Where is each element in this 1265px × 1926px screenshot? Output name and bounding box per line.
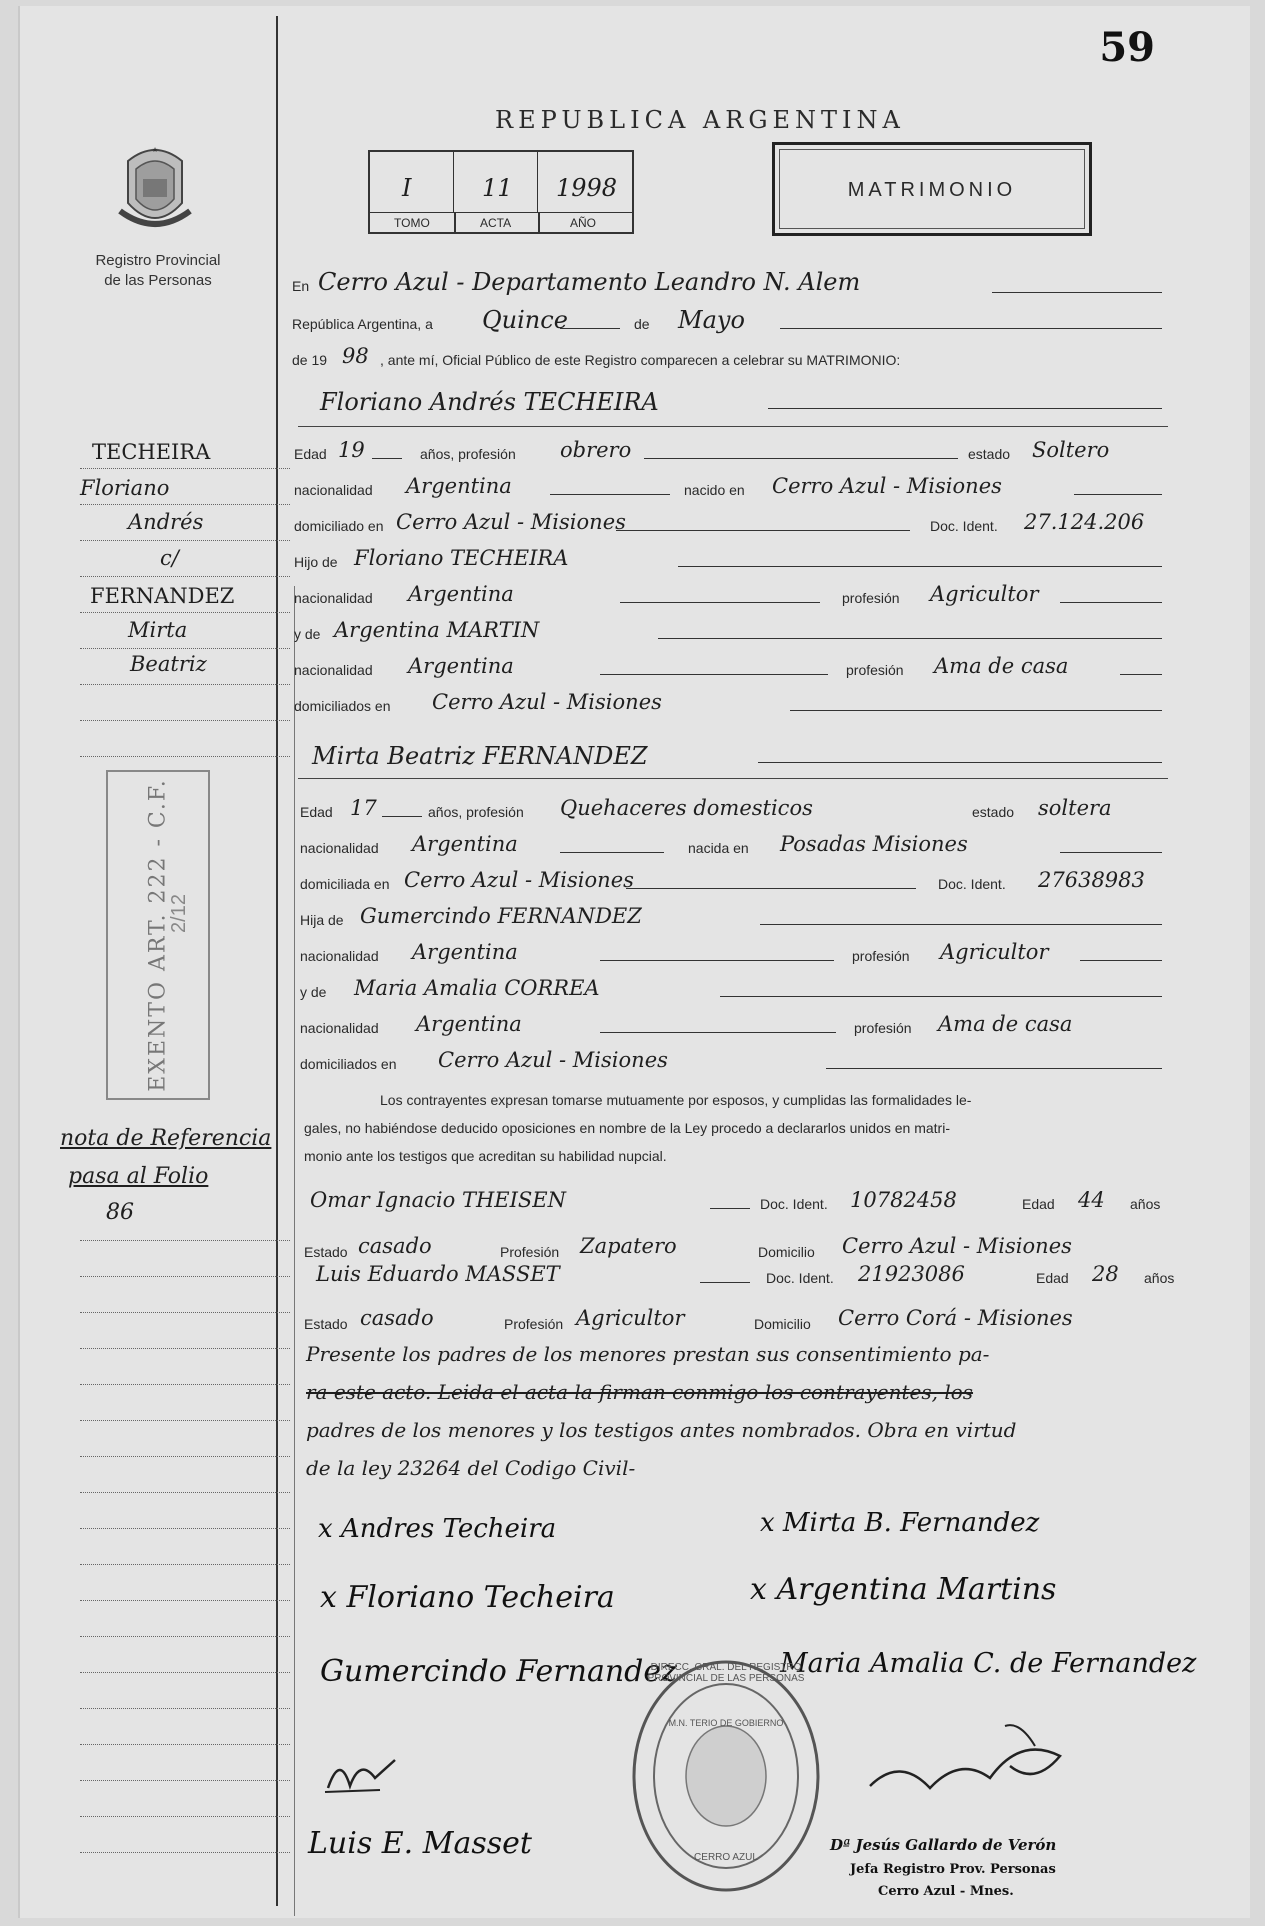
bride-birthplace: Posadas Misiones (780, 832, 968, 856)
margin-name-1: TECHEIRA (92, 440, 211, 464)
seal-place: CERRO AZUL (694, 1852, 758, 1863)
republica-label: República Argentina, a (292, 316, 433, 332)
country-title: REPUBLICA ARGENTINA (495, 106, 905, 134)
bride-domiciliada-label: domiciliada en (300, 876, 390, 892)
witness-2-estado: casado (360, 1306, 434, 1330)
exento-stamp-text: EXENTO ART. 222 - C.F. (145, 778, 171, 1092)
place-value: Cerro Azul - Departamento Leandro N. Alem (318, 268, 861, 296)
intro-text: , ante mí, Oficial Público de este Registro comparecen a celebrar su MATRIMONIO: (380, 352, 901, 368)
groom-mother: Argentina MARTIN (334, 618, 540, 642)
registry-label: Registro Provincial de las Personas (95, 252, 221, 289)
witness-2-profesion-label: Profesión (504, 1316, 564, 1332)
bride-estado: soltera (1038, 796, 1112, 820)
witness-2-doc: 21923086 (858, 1262, 965, 1286)
bride-domiciliados-label: domiciliados en (300, 1056, 397, 1072)
initials-mark (320, 1748, 400, 1798)
bride-father: Gumercindo FERNANDEZ (360, 904, 642, 928)
witness-1-estado-label: Estado (304, 1244, 348, 1260)
bride-nacida-label: nacida en (688, 840, 749, 856)
ano-label: AÑO (570, 216, 597, 230)
tomo-value: I (402, 174, 412, 202)
record-id-box (368, 150, 634, 234)
groom-domicile: Cerro Azul - Misiones (396, 510, 626, 534)
witness-1-name: Omar Ignacio THEISEN (310, 1188, 566, 1212)
witness-2-age: 28 (1092, 1262, 1119, 1286)
witness-2-estado-label: Estado (304, 1316, 348, 1332)
groom-mother-nat: Argentina (408, 654, 514, 678)
margin-name-6: Mirta (128, 618, 188, 642)
signature-bride: x Mirta B. Fernandez (760, 1508, 1040, 1538)
groom-nacionalidad-label: nacionalidad (294, 482, 373, 498)
bride-mother-prof: Ama de casa (938, 1012, 1073, 1036)
bride-doc: 27638983 (1038, 868, 1145, 892)
declaration-line-1: Los contrayentes expresan tomarse mutuamente por esposos, y cumplidas las formalidades le- (380, 1092, 972, 1108)
groom-father-prof-label: profesión (842, 590, 900, 606)
bride-parents-domicile: Cerro Azul - Misiones (438, 1048, 668, 1072)
page-number: 59 (1099, 24, 1155, 71)
doc-type-box (772, 142, 1092, 236)
seal-text: DIRECC. GRAL. DEL REGISTRO PROVINCIAL DE LAS PERSONAS (647, 1662, 805, 1684)
groom-father-nat: Argentina (408, 582, 514, 606)
groom-full-name: Floriano Andrés TECHEIRA (320, 388, 659, 416)
witness-2-edad-label: Edad (1036, 1270, 1069, 1286)
tomo-label: TOMO (394, 216, 430, 230)
signature-groom-father: x Floriano Techeira (320, 1580, 615, 1615)
margin-rule-2 (294, 586, 295, 1916)
margin-rule (276, 16, 278, 1906)
bride-father-nat-label: nacionalidad (300, 948, 379, 964)
bride-mother-nat: Argentina (416, 1012, 522, 1036)
ref-note-1: nota de Referencia (60, 1126, 272, 1151)
bride-age: 17 (350, 796, 377, 820)
en-label: En (292, 278, 310, 294)
groom-anos-profesion-label: años, profesión (420, 446, 516, 462)
witness-2-domicilio-label: Domicilio (754, 1316, 811, 1332)
bride-nacionalidad-label: nacionalidad (300, 840, 379, 856)
bride-father-prof-label: profesión (852, 948, 910, 964)
witness-1-edad-label: Edad (1022, 1196, 1055, 1212)
groom-father: Floriano TECHEIRA (354, 546, 569, 570)
groom-age: 19 (338, 438, 365, 462)
groom-profession: obrero (560, 438, 632, 462)
day-value: Quince (482, 306, 568, 334)
bride-edad-label: Edad (300, 804, 333, 820)
groom-parents-domicile: Cerro Azul - Misiones (432, 690, 662, 714)
witness-2-prof: Agricultor (576, 1306, 685, 1330)
groom-doc: 27.124.206 (1024, 510, 1145, 534)
margin-name-3: Andrés (128, 510, 204, 534)
groom-father-prof: Agricultor (930, 582, 1039, 606)
svg-text:★: ★ (151, 147, 159, 154)
official-signature-mark (860, 1716, 1080, 1806)
groom-doc-label: Doc. Ident. (930, 518, 998, 534)
witness-1-dom: Cerro Azul - Misiones (842, 1234, 1072, 1258)
year-suffix: 98 (342, 344, 369, 368)
exento-stamp-number: 2/12 (167, 894, 190, 933)
bride-mother-nat-label: nacionalidad (300, 1020, 379, 1036)
witness-2-dom: Cerro Corá - Misiones (838, 1306, 1073, 1330)
witness-2-anos-label: años (1144, 1270, 1175, 1286)
signature-witness: Luis E. Masset (308, 1826, 532, 1861)
signature-bride-mother: Maria Amalia C. de Fernandez (780, 1648, 1197, 1679)
bride-estado-label: estado (972, 804, 1015, 820)
groom-birthplace: Cerro Azul - Misiones (772, 474, 1002, 498)
witness-2-doc-label: Doc. Ident. (766, 1270, 834, 1286)
declaration-line-3: monio ante los testigos que acreditan su habilidad nupcial. (304, 1148, 667, 1164)
bride-hija-label: Hija de (300, 912, 344, 928)
groom-estado: Soltero (1032, 438, 1110, 462)
note-line-4: de la ley 23264 del Codigo Civil- (306, 1456, 636, 1480)
note-line-3: padres de los menores y los testigos antes nombrados. Obra en virtud (306, 1418, 1017, 1442)
witness-1-profesion-label: Profesión (500, 1244, 560, 1260)
groom-nationality: Argentina (406, 474, 512, 498)
margin-name-2: Floriano (80, 476, 170, 500)
groom-mother-prof-label: profesión (846, 662, 904, 678)
bride-nationality: Argentina (412, 832, 518, 856)
exento-stamp (106, 770, 210, 1100)
bride-father-nat: Argentina (412, 940, 518, 964)
note-line-1: Presente los padres de los menores prestan sus consentimiento pa- (306, 1342, 990, 1366)
doc-type-label: MATRIMONIO (847, 179, 1017, 201)
note-line-2: ra este acto. Leida el acta la firman conmigo los contrayentes, los (306, 1380, 974, 1404)
bride-mother: Maria Amalia CORREA (354, 976, 600, 1000)
declaration-line-2: gales, no habiéndose deducido oposiciones en nombre de la Ley procedo a declararlos unidos en matri- (304, 1120, 950, 1136)
bride-profession: Quehaceres domesticos (560, 796, 813, 820)
ref-note-3: 86 (106, 1200, 134, 1225)
groom-hijo-label: Hijo de (294, 554, 338, 570)
witness-1-doc-label: Doc. Ident. (760, 1196, 828, 1212)
groom-father-nat-label: nacionalidad (294, 590, 373, 606)
bride-yde-label: y de (300, 984, 327, 1000)
bride-full-name: Mirta Beatriz FERNANDEZ (312, 742, 648, 770)
bride-domicile: Cerro Azul - Misiones (404, 868, 634, 892)
document-sheet (18, 6, 1250, 1918)
seal-inner-text: M.N. TERIO DE GOBIERNO (668, 1718, 784, 1728)
witness-1-anos-label: años (1130, 1196, 1161, 1212)
year-prefix: de 19 (292, 352, 328, 368)
margin-name-7: Beatriz (130, 652, 207, 676)
bride-father-prof: Agricultor (940, 940, 1049, 964)
witness-2-name: Luis Eduardo MASSET (316, 1262, 560, 1286)
official-name: Dª Jesús Gallardo de Verón (830, 1836, 1057, 1854)
witness-1-estado: casado (358, 1234, 432, 1258)
witness-1-prof: Zapatero (580, 1234, 677, 1258)
ano-value: 1998 (556, 174, 618, 202)
month-value: Mayo (678, 306, 745, 334)
witness-1-age: 44 (1078, 1188, 1105, 1212)
groom-mother-nat-label: nacionalidad (294, 662, 373, 678)
acta-value: 11 (482, 174, 513, 202)
margin-name-4: c/ (160, 546, 179, 570)
official-place: Cerro Azul - Mnes. (878, 1884, 1014, 1899)
province-crest-icon (110, 141, 200, 241)
witness-1-domicilio-label: Domicilio (758, 1244, 815, 1260)
official-seal (628, 1656, 824, 1896)
groom-mother-prof: Ama de casa (934, 654, 1069, 678)
groom-domiciliados-label: domiciliados en (294, 698, 391, 714)
margin-name-5: FERNANDEZ (90, 584, 235, 608)
official-title: Jefa Registro Prov. Personas (850, 1862, 1056, 1877)
groom-estado-label: estado (968, 446, 1011, 462)
groom-yde-label: y de (294, 626, 321, 642)
groom-domiciliado-label: domiciliado en (294, 518, 384, 534)
acta-label: ACTA (480, 216, 512, 230)
bride-doc-label: Doc. Ident. (938, 876, 1006, 892)
ref-note-2: pasa al Folio (68, 1164, 209, 1189)
signature-groom-mother: x Argentina Martins (750, 1572, 1057, 1607)
bride-mother-prof-label: profesión (854, 1020, 912, 1036)
bride-anos-profesion-label: años, profesión (428, 804, 524, 820)
groom-nacido-label: nacido en (684, 482, 745, 498)
signature-groom: x Andres Techeira (318, 1514, 557, 1544)
groom-edad-label: Edad (294, 446, 327, 462)
de-label: de (634, 316, 650, 332)
signature-bride-father: Gumercindo Fernandez (320, 1654, 677, 1689)
witness-1-doc: 10782458 (850, 1188, 957, 1212)
